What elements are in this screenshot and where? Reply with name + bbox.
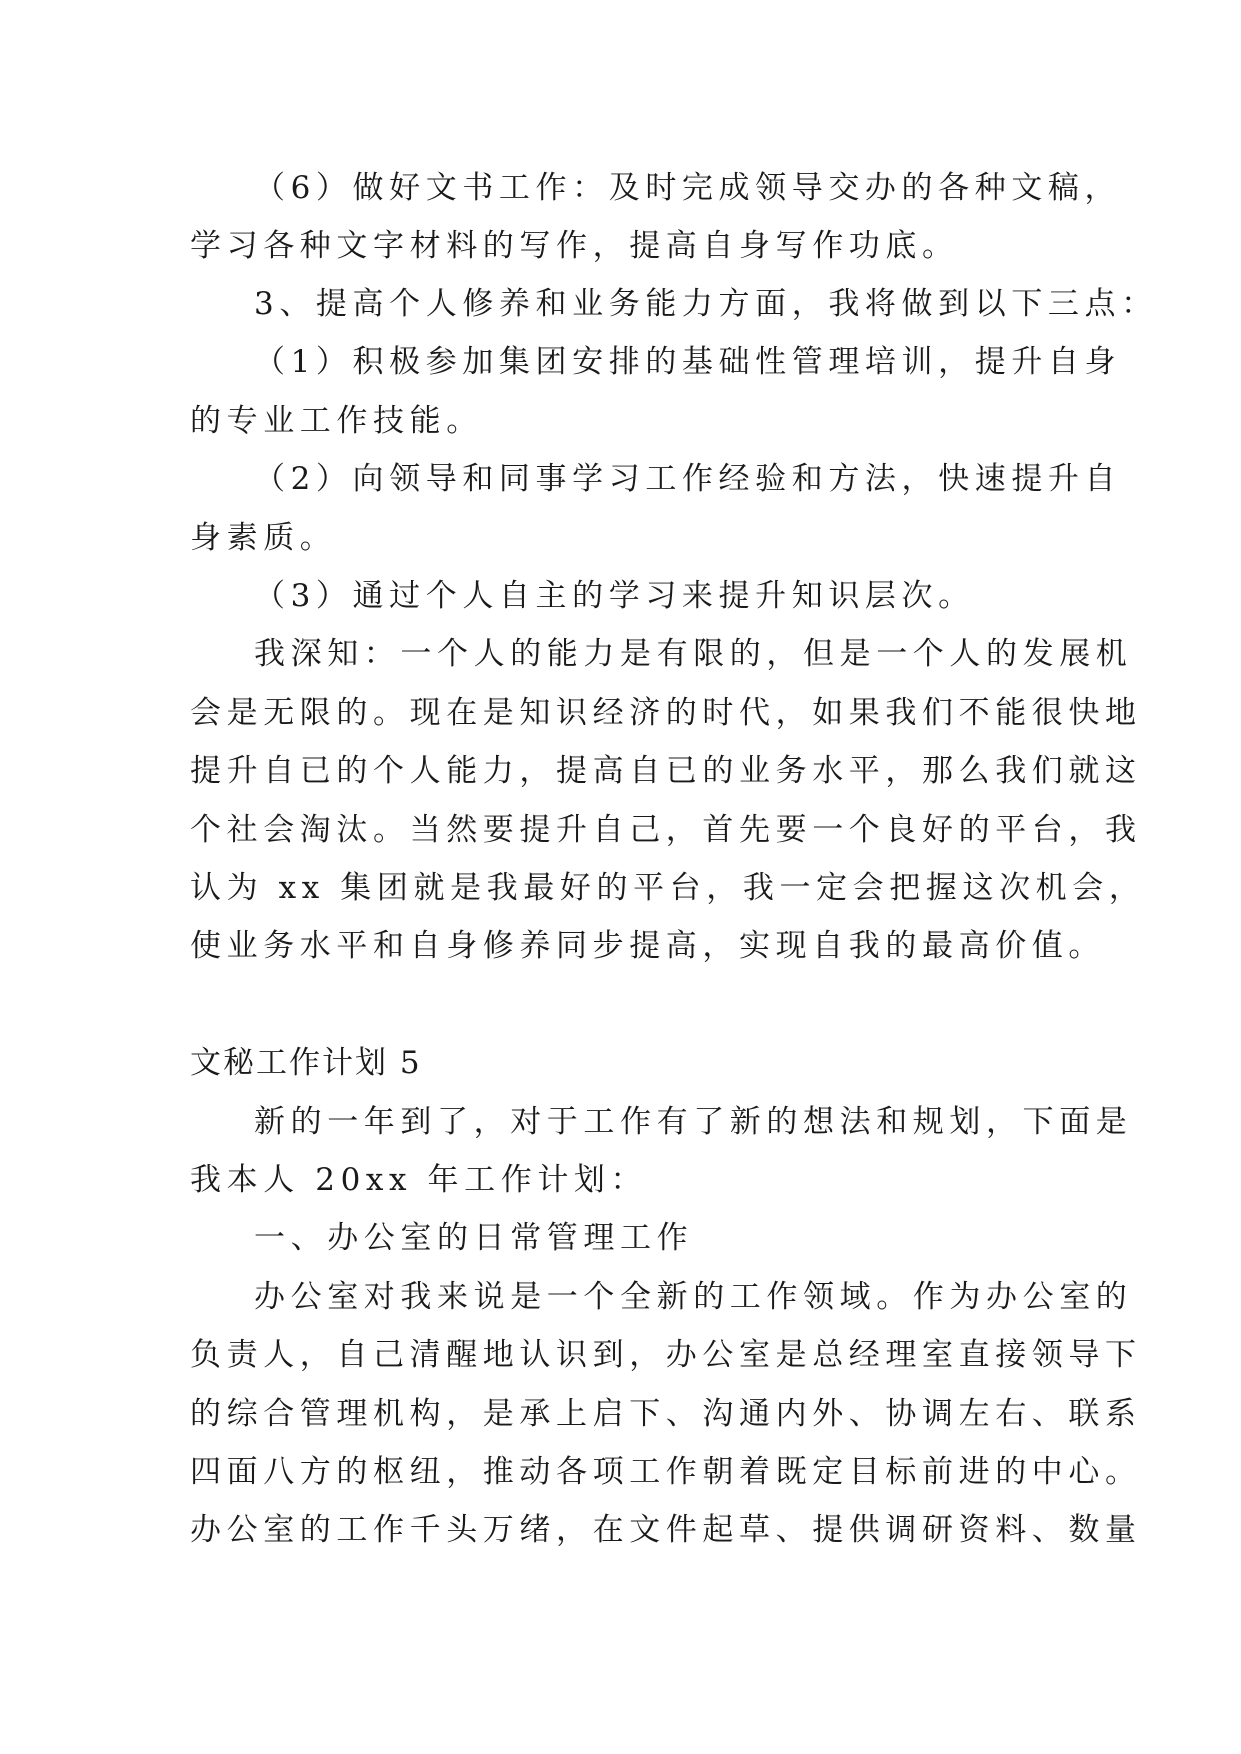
- paragraph-line: 办公室对我来说是一个全新的工作领域。作为办公室的: [254, 1279, 1133, 1315]
- paragraph-line: （6）做好文书工作：及时完成领导交办的各种文稿，: [254, 170, 1122, 206]
- section-heading: 文秘工作计划 5: [190, 1045, 422, 1081]
- paragraph-line: 的综合管理机构，是承上启下、沟通内外、协调左右、联系: [190, 1396, 1142, 1432]
- paragraph-line: 四面八方的枢纽，推动各项工作朝着既定目标前进的中心。: [190, 1454, 1142, 1490]
- paragraph-line: 身素质。: [190, 520, 337, 556]
- paragraph-line: 负责人，自己清醒地认识到，办公室是总经理室直接领导下: [190, 1337, 1142, 1373]
- paragraph-line: 我本人 20xx 年工作计划：: [190, 1162, 648, 1198]
- paragraph-line: （1）积极参加集团安排的基础性管理培训，提升自身: [254, 344, 1122, 380]
- paragraph-line: 办公室的工作千头万绪，在文件起草、提供调研资料、数量: [190, 1512, 1142, 1548]
- subheading-line: 一、办公室的日常管理工作: [254, 1220, 694, 1256]
- paragraph-line: 个社会淘汰。当然要提升自己，首先要一个良好的平台，我: [190, 812, 1142, 848]
- paragraph-line: 新的一年到了，对于工作有了新的想法和规划，下面是: [254, 1104, 1133, 1140]
- paragraph-line: （2）向领导和同事学习工作经验和方法，快速提升自: [254, 461, 1122, 497]
- paragraph-line: 使业务水平和自身修养同步提高，实现自我的最高价值。: [190, 928, 1105, 964]
- paragraph-line: 认为 xx 集团就是我最好的平台，我一定会把握这次机会，: [190, 870, 1146, 906]
- paragraph-line: 学习各种文字材料的写作，提高自身写作功底。: [190, 228, 959, 264]
- paragraph-line: 的专业工作技能。: [190, 403, 483, 439]
- paragraph-line: 提升自已的个人能力，提高自已的业务水平，那么我们就这: [190, 753, 1142, 789]
- paragraph-line: 我深知：一个人的能力是有限的，但是一个人的发展机: [254, 636, 1133, 672]
- paragraph-line: 会是无限的。现在是知识经济的时代，如果我们不能很快地: [190, 695, 1142, 731]
- paragraph-line: 3、提高个人修养和业务能力方面，我将做到以下三点：: [254, 286, 1158, 322]
- paragraph-line: （3）通过个人自主的学习来提升知识层次。: [254, 578, 975, 614]
